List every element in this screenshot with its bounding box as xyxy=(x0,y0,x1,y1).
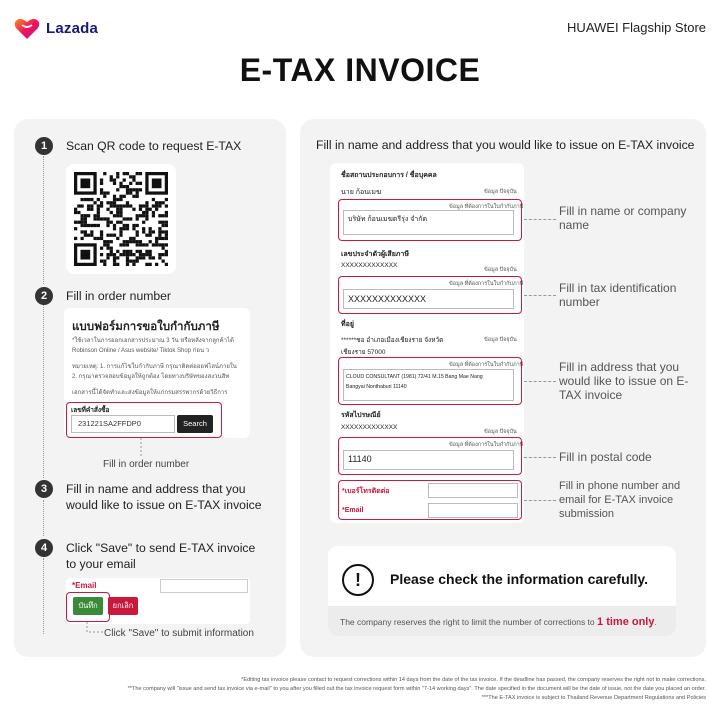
store-name: HUAWEI Flagship Store xyxy=(567,20,706,35)
step-number: 2 xyxy=(35,287,53,305)
company-label: ชื่อสถานประกอบการ / ชื่อบุคคล xyxy=(341,172,437,179)
exclamation-icon: ! xyxy=(342,564,374,596)
check-notice-text xyxy=(340,616,657,628)
order-form-line: เอกสารนี้ได้จัดทำและส่งข้อมูลให้แก่กรมสรรพากรด้วยวิธีการ xyxy=(72,390,228,396)
lazada-logo[interactable] xyxy=(14,16,98,40)
dotted-pointer xyxy=(140,438,142,456)
order-number-input[interactable]: 231221SA2FFDP0 xyxy=(71,415,175,433)
footnote: **The company will "issue and send tax invoice via e-mail" to you after you filled out the tax invoice request form within "7-14 working days". The date specified in the document will be the date of issue, not the date you placed an order. xyxy=(127,686,706,692)
search-button[interactable]: Search xyxy=(177,415,213,433)
taxid-label: เลขประจำตัวผู้เสียภาษี xyxy=(341,251,409,258)
address-panel-heading: Fill in name and address that you would like to issue on E-TAX invoice xyxy=(316,138,695,152)
step-connector xyxy=(43,156,44,284)
step-number: 4 xyxy=(35,539,53,557)
step-text: Fill in order number xyxy=(66,289,171,303)
order-form-line: Robinson Online / Asus website/ Tiktok Shop ก่อน ว xyxy=(72,348,210,354)
phone-input[interactable] xyxy=(428,483,518,498)
footnote: ***The E-TAX invoice is subject to Thailand Revenue Department Regulations and Policies xyxy=(481,695,706,701)
save-button[interactable]: บันทึก xyxy=(73,597,103,615)
save-note: Click "Save" to submit information xyxy=(104,628,254,639)
step-text: Fill in name and address that you would like to issue on E-TAX invoice xyxy=(66,482,262,512)
page-title: E-TAX INVOICE xyxy=(239,52,481,88)
annotation-pointer xyxy=(524,295,556,296)
save-button-highlight xyxy=(66,592,110,622)
order-form-line: หมายเหตุ: 1. การแก้ไขใบกำกับภาษี กรุณาติดต่อออฟไลน์ภายใน xyxy=(72,364,237,370)
address-new-line: CLOUD CONSULTANT (1981) 72/41 M.15 Bang Mae Nang xyxy=(346,374,483,380)
order-number-note: Fill in order number xyxy=(103,459,190,470)
postal-annotation: Fill in postal code xyxy=(559,450,652,464)
company-new: บริษัท ก้อนเมฆตรีรุ่ง จำกัด xyxy=(348,216,428,223)
brand-name: Lazada xyxy=(46,19,99,37)
current-info-label: ข้อมูล ปัจจุบัน xyxy=(484,267,517,273)
contact-email-label: *Email xyxy=(342,507,364,514)
email-input[interactable] xyxy=(160,579,248,593)
order-form-line: 2. กรุณาตรวจสอบข้อมูลให้ถูกต้อง โดยทางบริษัทของสงวนสิท xyxy=(72,374,230,380)
order-form-line: *ใช้เวลาในการออกเอกสารประมาณ 3 วัน หรือหลังจากลูกค้าได้ xyxy=(72,338,234,344)
footnote: *Editing tax invoice please contact to request corrections within 14 days from the date of the tax invoice. If the deadline has passed, the company reserves the right not to make corrections. xyxy=(241,677,706,683)
check-notice-prefix: The company reserves the right to limit the number of corrections to xyxy=(340,617,598,627)
step-connector xyxy=(43,500,44,536)
step-text: Click "Save" to send E-TAX invoice to your email xyxy=(66,541,256,571)
step-number: 1 xyxy=(35,137,53,155)
annotation-pointer xyxy=(524,381,556,382)
issue-info-label: ข้อมูล ที่ต้องการในใบกำกับภาษี xyxy=(449,204,524,210)
dotted-pointer xyxy=(86,622,104,634)
address-new-line: Bangyai Nonthaburi 11140 xyxy=(346,384,407,390)
order-number-label: เลขที่คำสั่งซื้อ xyxy=(71,407,110,414)
lazada-heart-icon xyxy=(14,16,40,40)
current-info-label: ข้อมูล ปัจจุบัน xyxy=(484,189,517,195)
step-connector xyxy=(43,304,44,478)
postal-current: XXXXXXXXXXXXX xyxy=(341,424,398,431)
taxid-annotation: Fill in tax identification number xyxy=(559,281,677,309)
step-number: 3 xyxy=(35,480,53,498)
order-form-title: แบบฟอร์มการขอใบกำกับภาษี xyxy=(72,321,220,333)
address-label: ที่อยู่ xyxy=(341,321,354,328)
taxid-new: XXXXXXXXXXXXX xyxy=(348,294,427,304)
issue-info-label: ข้อมูล ที่ต้องการในใบกำกับภาษี xyxy=(449,362,524,368)
postal-new: 11140 xyxy=(348,454,372,464)
qr-code-icon xyxy=(74,172,168,266)
qr-code xyxy=(66,164,176,274)
annotation-pointer xyxy=(524,219,556,220)
taxid-current: XXXXXXXXXXXXX xyxy=(341,262,398,269)
check-notice-title: Please check the information carefully. xyxy=(390,571,649,587)
annotation-pointer xyxy=(524,457,556,458)
address-annotation: Fill in address that you would like to issue on E-TAX invoice xyxy=(559,360,689,402)
step-text: Scan QR code to request E-TAX xyxy=(66,139,242,153)
issue-info-label: ข้อมูล ที่ต้องการในใบกำกับภาษี xyxy=(449,281,524,287)
name-annotation: Fill in name or company name xyxy=(559,204,687,232)
check-notice xyxy=(328,546,676,636)
cancel-button[interactable]: ยกเลิก xyxy=(108,597,138,615)
step-connector xyxy=(43,558,44,634)
current-info-label: ข้อมูล ปัจจุบัน xyxy=(484,429,517,435)
check-notice-highlight: 1 time only xyxy=(597,616,655,628)
contact-annotation: Fill in phone number and email for E-TAX invoice submission xyxy=(559,480,681,520)
address-current-line: ******ชอ อำเภอเมืองเชียงราย จังหวัด xyxy=(341,337,444,344)
company-current: นาย ก้อนเมฆ xyxy=(341,189,382,196)
annotation-pointer xyxy=(524,500,556,501)
contact-email-input[interactable] xyxy=(428,503,518,518)
order-number-highlight xyxy=(66,402,222,438)
phone-label: *เบอร์โทรติดต่อ xyxy=(342,488,390,495)
check-notice-suffix: . xyxy=(654,617,657,627)
email-label: *Email xyxy=(72,581,97,590)
issue-info-label: ข้อมูล ที่ต้องการในใบกำกับภาษี xyxy=(449,442,524,448)
postal-label: รหัสไปรษณีย์ xyxy=(341,412,381,419)
current-info-label: ข้อมูล ปัจจุบัน xyxy=(484,337,517,343)
address-current-line: เชียงราย 57000 xyxy=(341,349,386,356)
